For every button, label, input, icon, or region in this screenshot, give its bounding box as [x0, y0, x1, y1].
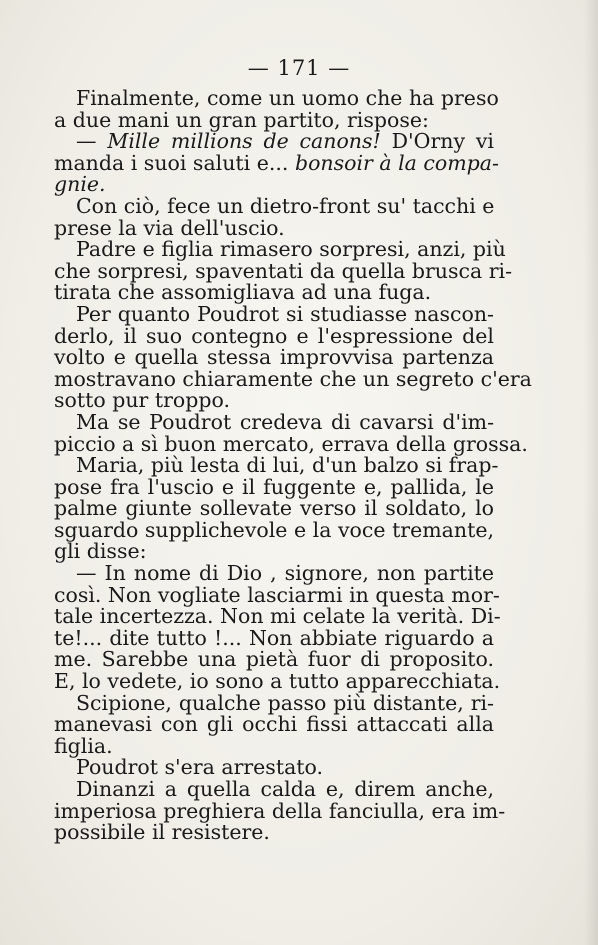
page-edge-shadow	[584, 0, 598, 945]
text-segment: tirata che assomigliava ad una fuga.	[54, 280, 432, 305]
text-line	[54, 517, 494, 542]
text-line	[54, 301, 494, 326]
text-segment: manda i suoi saluti e...	[54, 150, 295, 175]
text-line	[54, 258, 513, 283]
text-line	[54, 282, 494, 304]
text-segment: —	[76, 129, 108, 154]
italic-segment: bonsoir à la compa-	[294, 150, 499, 175]
text-segment: figlia.	[54, 733, 113, 758]
text-segment: gli disse:	[54, 539, 147, 564]
text-segment: — In nome di Dio , signore, non partite	[76, 561, 494, 586]
text-line	[54, 714, 494, 736]
text-line	[54, 431, 528, 456]
text-segment: Con ciò, fece un dietro-front su' tacchi e	[76, 193, 495, 218]
text-line	[54, 474, 494, 499]
text-line	[54, 366, 532, 391]
text-line	[54, 669, 501, 694]
text-line	[54, 86, 499, 110]
text-segment: tale incertezza. Non mi celate la verità. Di-	[54, 604, 501, 629]
text-line	[54, 690, 494, 715]
text-segment: derlo, il suo contegno e l'espressione del	[54, 323, 494, 348]
text-segment: Scipione, qualche passo più distante, ri-	[76, 690, 494, 715]
text-segment: volto e quella stessa improvvisa partenza	[54, 345, 494, 370]
text-line	[54, 150, 499, 175]
text-line	[54, 779, 494, 801]
text-line	[54, 107, 494, 132]
text-line	[54, 541, 494, 563]
text-segment: sotto pur troppo.	[54, 388, 230, 413]
text-segment: Poudrot s'era arrestato.	[76, 755, 324, 780]
page-number: — 171 —	[247, 56, 351, 80]
text-line	[54, 822, 494, 844]
text-line	[54, 453, 499, 478]
text-segment: Per quanto Poudrot si studiasse nascon-	[76, 301, 494, 326]
text-line	[54, 174, 494, 196]
text-segment: E, lo vedete, io sono a tutto apparecchiata.	[54, 669, 501, 694]
text-segment: te!... dite tutto !... Non abbiate riguardo a	[54, 625, 494, 650]
text-segment: Ma se Poudrot credeva di cavarsi d'im-	[76, 409, 494, 434]
text-segment: mostravano chiaramente che un segreto c'era	[54, 366, 532, 391]
text-segment: così. Non vogliate lasciarmi in questa mor-	[54, 582, 500, 607]
text-line	[54, 131, 494, 153]
text-segment: Maria, più lesta di lui, d'un balzo si frap-	[76, 453, 499, 478]
text-segment: me. Sarebbe una pietà fuor di proposito.	[54, 647, 494, 672]
text-segment: prese la via dell'uscio.	[54, 215, 285, 240]
text-line	[54, 237, 506, 262]
italic-segment: gnie.	[54, 172, 106, 197]
text-segment: palme giunte sollevate verso il soldato, lo	[54, 496, 494, 521]
text-segment: manevasi con gli occhi fissi attaccati alla	[54, 712, 494, 737]
text-line	[54, 733, 494, 758]
text-line	[54, 498, 494, 520]
text-segment: imperiosa preghiera della fanciulla, era im-	[54, 798, 506, 823]
text-segment: D'Orny vi	[380, 129, 494, 154]
text-line	[54, 347, 494, 369]
text-line	[54, 798, 506, 823]
text-line	[54, 193, 495, 218]
text-line	[54, 215, 494, 240]
text-segment: a due mani un gran partito, rispose:	[54, 107, 429, 132]
text-line	[54, 323, 494, 348]
text-line	[54, 582, 500, 607]
text-segment: pose fra l'uscio e il fuggente e, pallida, le	[54, 474, 494, 499]
text-segment: Dinanzi a quella calda e, direm anche,	[76, 777, 494, 801]
text-segment: che sorpresi, spaventati da quella brusca ri-	[54, 258, 513, 283]
text-line	[54, 409, 494, 434]
text-line	[54, 563, 494, 585]
italic-segment: Mille millions de canons!	[107, 129, 381, 154]
text-line	[54, 390, 494, 412]
text-line	[54, 625, 494, 650]
text-segment: sguardo supplichevole e la voce tremante,	[54, 517, 494, 542]
text-line	[54, 757, 494, 779]
text-line	[54, 649, 494, 671]
text-segment: Padre e figlia rimasero sorpresi, anzi, più	[76, 237, 506, 262]
text-segment: piccio a sì buon mercato, errava della grossa.	[54, 431, 528, 456]
text-line	[54, 604, 501, 629]
text-segment: Finalmente, come un uomo che ha preso	[76, 86, 499, 110]
body-text	[54, 86, 532, 845]
text-segment: possibile il resistere.	[54, 820, 270, 845]
